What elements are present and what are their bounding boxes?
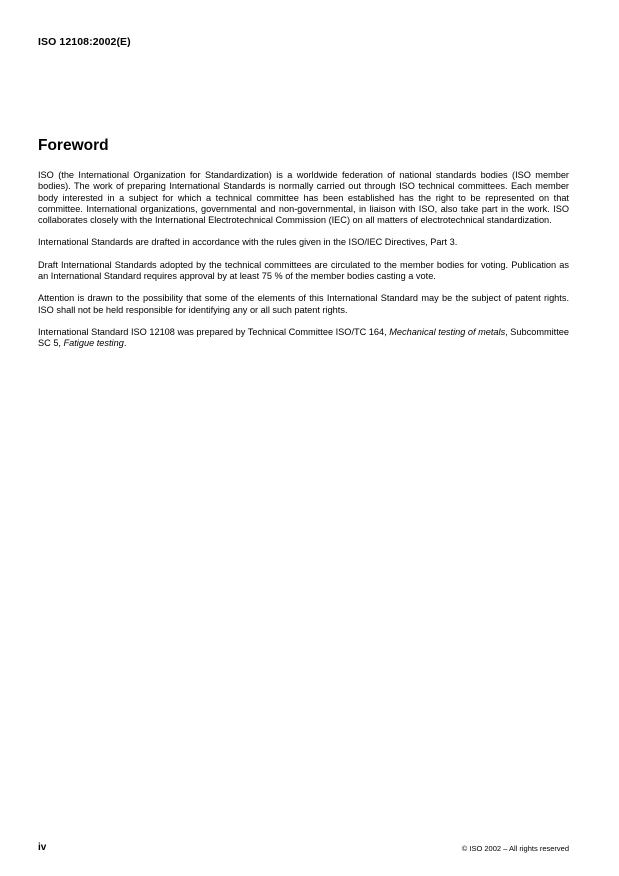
preparation-text-after: . (123, 338, 127, 349)
document-id: ISO 12108:2002(E) (38, 36, 131, 48)
paragraph-iso-description: ISO (the International Organization for Standardization) is a worldwide federation of national standards bodies (ISO member bodies). The work of preparing International Standards is normally carried out through ISO technical committees. Each member body interested in a subject for which a technical committee has been established has the right to be represented on that committee. International organizations, governmental and non-governmental, in liaison with ISO, also take part in the work. ISO collaborates closely with the International Electrotechnical Commission (IEC) on all matters of electrotechnical standardization. (38, 170, 569, 226)
paragraph-voting: Draft International Standards adopted by the technical committees are circulated to the member bodies for voting. Publication as an International Standard requires approval by at least 75 % of the member bodies casting a vote. (38, 259, 569, 282)
paragraph-preparation (38, 327, 569, 350)
page-number: iv (38, 842, 47, 853)
paragraph-patent-rights: Attention is drawn to the possibility that some of the elements of this International Standard may be the subject of patent rights. ISO shall not be held responsible for identifying any or all such patent rights. (38, 293, 569, 315)
page-title: Foreword (38, 137, 109, 154)
foreword-section (38, 136, 569, 361)
subcommittee-title: Fatigue testing (63, 338, 124, 349)
paragraph-directives: International Standards are drafted in accordance with the rules given in the ISO/IEC Directives, Part 3. (38, 237, 458, 248)
copyright-notice: © ISO 2002 – All rights reserved (461, 844, 569, 853)
preparation-text-middle: , Subcommittee SC 5, (38, 326, 570, 349)
committee-title: Mechanical testing of metals (389, 326, 506, 337)
preparation-text-before: International Standard ISO 12108 was prepared by Technical Committee ISO/TC 164, (38, 326, 390, 337)
page-footer (38, 842, 569, 856)
